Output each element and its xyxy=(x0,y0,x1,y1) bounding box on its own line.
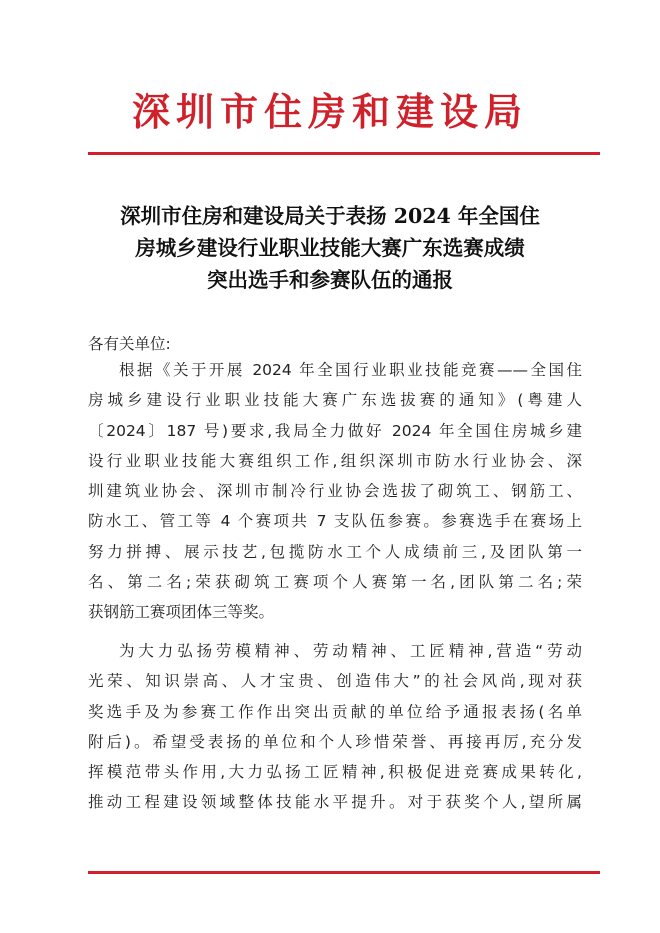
document-title xyxy=(80,200,580,296)
paragraph-line: 附后)。希望受表扬的单位和个人珍惜荣誉、再接再厉,充分发 xyxy=(88,732,582,751)
paragraph-line: 设行业职业技能大赛组织工作,组织深圳市防水行业协会、深 xyxy=(88,451,582,470)
paragraph-2 xyxy=(88,636,582,818)
paragraph-line: 根据《关于开展 2024 年全国行业职业技能竞赛——全国住 xyxy=(119,361,582,379)
paragraph-line: 奖选手及为参赛工作作出突出贡献的单位给予通报表扬(名单 xyxy=(88,702,582,721)
footer-red-rule xyxy=(88,871,600,874)
letterhead-org-name: 深圳市住房和建设局 xyxy=(131,89,528,134)
paragraph-line: 房城乡建设行业职业技能大赛广东选拔赛的通知》(粤建人 xyxy=(88,391,582,410)
salutation-text: 各有关单位: xyxy=(88,335,171,353)
paragraph-line: 名、第二名;荣获砌筑工赛项个人赛第一名,团队第二名;荣 xyxy=(88,573,582,592)
paragraph-line: 防水工、管工等 4 个赛项共 7 支队伍参赛。参赛选手在赛场上 xyxy=(88,512,582,531)
paragraph-line: 推动工程建设领域整体技能水平提升。对于获奖个人,望所属 xyxy=(88,793,582,812)
paragraph-1 xyxy=(88,355,582,628)
paragraph-line: 努力拼搏、展示技艺,包揽防水工个人成绩前三,及团队第一 xyxy=(88,542,582,561)
title-line: 深圳市住房和建设局关于表扬 2024 年全国住 xyxy=(120,204,540,228)
paragraph-line: 挥模范带头作用,大力弘扬工匠精神,积极促进竞赛成果转化, xyxy=(88,763,582,782)
paragraph-line: 获钢筋工赛项团体三等奖。 xyxy=(88,603,275,622)
paragraph-line: 为大力弘扬劳模精神、劳动精神、工匠精神,营造“劳动 xyxy=(119,642,582,660)
paragraph-line: 〔2024〕187 号)要求,我局全力做好 2024 年全国住房城乡建 xyxy=(88,421,582,440)
title-line: 突出选手和参赛队伍的通报 xyxy=(207,268,453,292)
paragraph-line: 光荣、知识崇高、人才宝贵、创造伟大”的社会风尚,现对获 xyxy=(88,672,582,691)
paragraph-line: 圳建筑业协会、深圳市制冷行业协会选拔了砌筑工、钢筋工、 xyxy=(88,482,582,501)
title-line: 房城乡建设行业职业技能大赛广东选赛成绩 xyxy=(135,236,525,260)
letterhead-red-rule xyxy=(88,152,600,155)
